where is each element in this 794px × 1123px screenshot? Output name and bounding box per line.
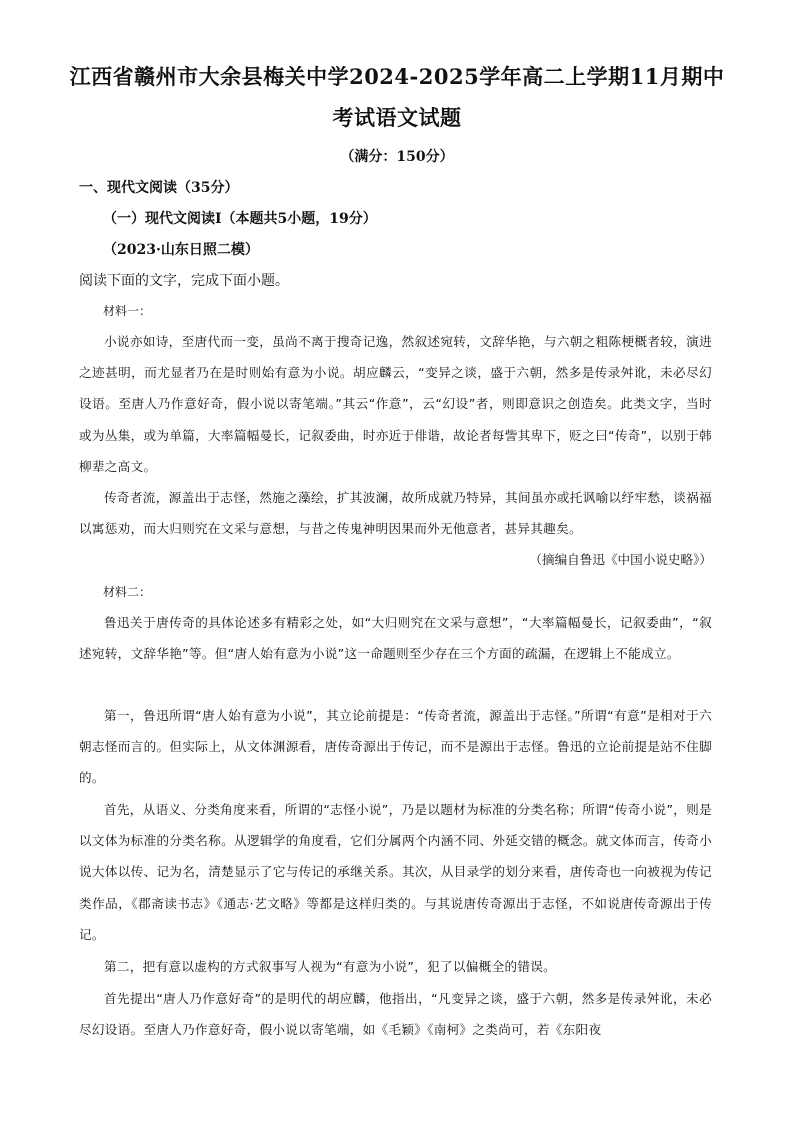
section-heading: 一、现代文阅读（35分） [79,180,239,196]
document-title-line2: 考试语文试题 [332,105,462,130]
exam-source-tag: （2023·山东日照二模） [103,242,259,258]
material2-paragraph: 首先，从语义、分类角度来看，所谓的“志怪小说”，乃是以题材为标准的分类名称；所谓“传奇小说”，则是以文体为标准的分类名称。从逻辑学的角度看，它们分属两个内涵不同、外延交错的概念。就文体而言，传奇小说大体以传、记为名，清楚显示了它与传记的承继关系。其次，从目录学的划分来看，唐传奇也一向被视为传记类作品，《郡斋读书志》《通志·艺文略》等都是这样归类的。与其说唐传奇源出于志怪，不如说唐传奇源出于传记。 [79,802,712,942]
full-score-note: （满分：150分） [340,149,454,165]
material1-source: （摘编自鲁迅《中国小说史略》） [529,552,712,567]
material2-label: 材料二： [103,585,152,599]
document-title-line1: 江西省赣州市大余县梅关中学2024-2025学年高二上学期11月期中 [69,64,725,89]
reading-instruction: 阅读下面的文字，完成下面小题。 [79,273,289,289]
material1-paragraph: 传奇者流，源盖出于志怪，然施之藻绘，扩其波澜，故所成就乃特异，其间虽亦或托讽喻以纾牢愁，谈祸福以寓惩劝，而大归则究在文采与意想，与昔之传鬼神明因果而外无他意者，甚异其趣矣。 [79,490,712,537]
material2-paragraph: 首先提出“唐人乃作意好奇”的是明代的胡应麟，他指出，“凡变异之谈，盛于六朝，然多是传录舛讹，未必尽幻设语。至唐人乃作意好奇，假小说以寄笔端，如《毛颖》《南柯》之类尚可，若《东阳夜 [79,991,712,1038]
material2-paragraph: 鲁迅关于唐传奇的具体论述多有精彩之处，如“大归则究在文采与意想”，“大率篇幅曼长，记叙委曲”，“叙述宛转，文辞华艳”等。但“唐人始有意为小说”这一命题则至少存在三个方面的疏漏，在逻辑上不能成立。 [79,615,712,662]
material1-paragraph: 小说亦如诗，至唐代而一变，虽尚不离于搜奇记逸，然叙述宛转，文辞华艳，与六朝之粗陈梗概者较，演进之迹甚明，而尤显者乃在是时则始有意为小说。胡应麟云，“变异之谈，盛于六朝，然多是传录舛讹，未必尽幻设语。至唐人乃作意好奇，假小说以寄笔端。”其云“作意”，云“幻设”者，则即意识之创造矣。此类文字，当时或为丛集，或为单篇，大率篇幅曼长，记叙委曲，时亦近于俳谐，故论者每訾其卑下，贬之曰“传奇”，以别于韩柳辈之高文。 [79,334,712,474]
material1-label: 材料一： [103,304,152,318]
material2-paragraph: 第一，鲁迅所谓“唐人始有意为小说”，其立论前提是：“传奇者流，源盖出于志怪。”所谓“有意”是相对于六朝志怪而言的。但实际上，从文体渊源看，唐传奇源出于传记，而不是源出于志怪。鲁迅的立论前提是站不住脚的。 [79,708,712,786]
material2-paragraph: 第二，把有意以虚构的方式叙事写人视为“有意为小说”，犯了以偏概全的错误。 [104,959,557,974]
sub-section-heading: （一）现代文阅读Ⅰ（本题共5小题，19分） [103,211,377,227]
